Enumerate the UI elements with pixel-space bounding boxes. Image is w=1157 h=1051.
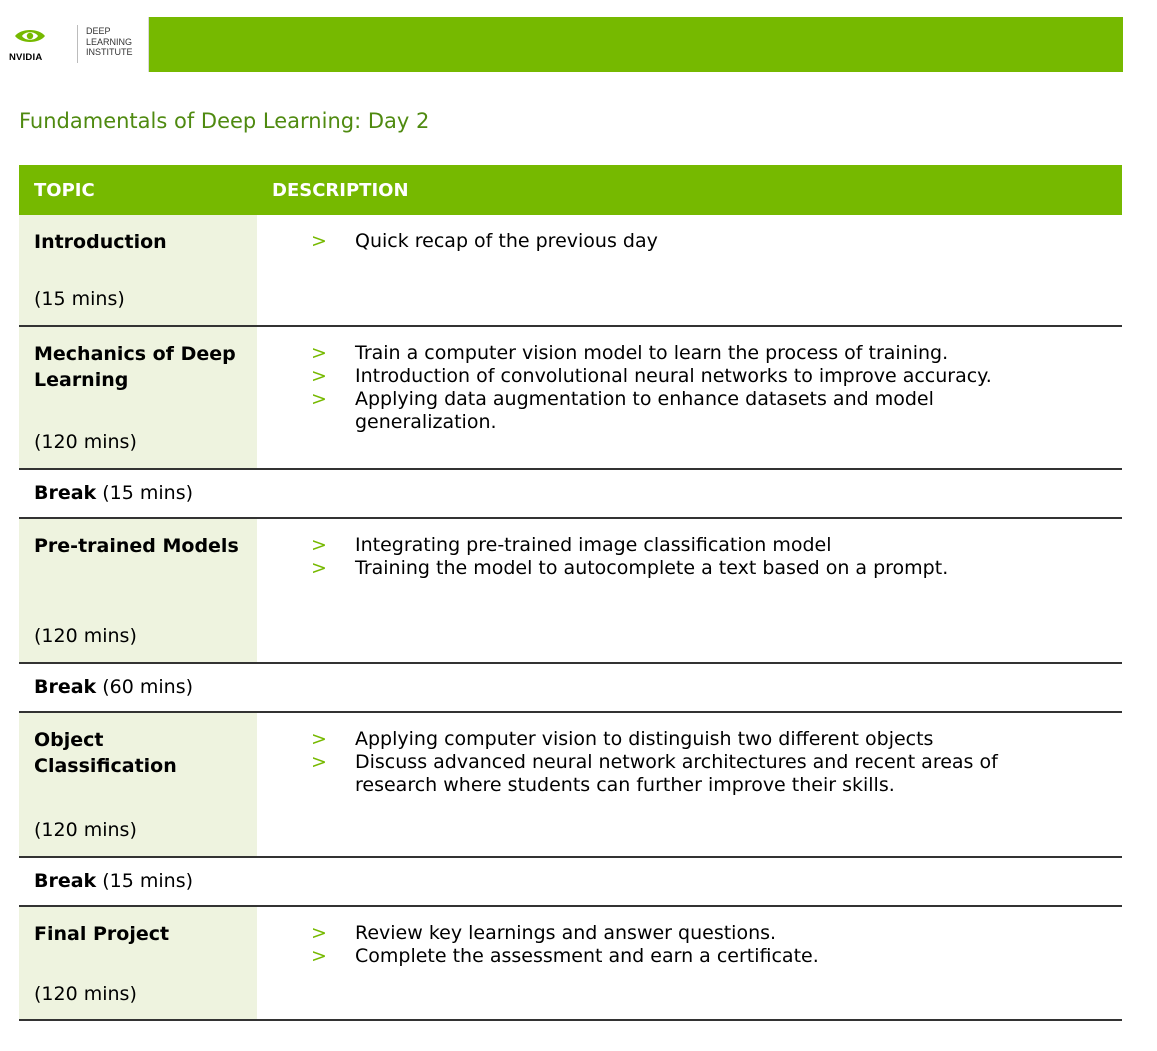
topic-name: Introduction (34, 231, 167, 253)
list-item: > Quick recap of the previous day (311, 230, 658, 252)
nvidia-wordmark: NVIDIA (9, 52, 43, 63)
topic-duration: (120 mins) (34, 625, 137, 647)
topic-cell (19, 907, 257, 1019)
description-list (311, 534, 1071, 580)
break-duration: (15 mins) (102, 870, 194, 892)
column-header-description: DESCRIPTION (272, 180, 409, 201)
topic-duration: (120 mins) (34, 819, 137, 841)
column-header-topic: TOPIC (34, 180, 95, 201)
list-item: > Integrating pre-trained image classification model (311, 534, 832, 556)
page-title: Fundamentals of Deep Learning: Day 2 (19, 109, 430, 133)
table-header (19, 165, 1122, 215)
nvidia-dli-logo (0, 17, 149, 72)
table-row-final-project (19, 907, 1122, 1021)
topic-cell (19, 215, 257, 325)
list-item: > Review key learnings and answer questions. (311, 922, 777, 944)
agenda-table (19, 165, 1122, 1021)
break-duration: (15 mins) (102, 482, 194, 504)
topic-name: Object Classification (34, 729, 177, 777)
list-item: > Complete the assessment and earn a certificate. (311, 945, 819, 967)
chevron-right-icon: > (311, 945, 327, 967)
description-list (311, 230, 1071, 253)
topic-duration: (120 mins) (34, 983, 137, 1005)
chevron-right-icon: > (311, 388, 327, 410)
logo-divider (77, 25, 78, 63)
chevron-right-icon: > (311, 534, 327, 556)
description-list (311, 728, 1071, 797)
list-item: > Applying computer vision to distinguish two different objects (311, 728, 934, 750)
header-banner (0, 17, 1123, 72)
chevron-right-icon: > (311, 728, 327, 750)
list-item: > Discuss advanced neural network architectures and recent areas of research where students can further improve their skills. (311, 751, 998, 796)
chevron-right-icon: > (311, 230, 327, 252)
chevron-right-icon: > (311, 751, 327, 773)
description-list (311, 922, 1071, 968)
description-list (311, 342, 1071, 434)
break-row (19, 470, 1122, 519)
table-row-object-classification (19, 713, 1122, 858)
list-item: > Training the model to autocomplete a text based on a prompt. (311, 557, 949, 579)
chevron-right-icon: > (311, 365, 327, 387)
table-row-introduction (19, 215, 1122, 327)
break-label: Break (34, 482, 97, 504)
topic-duration: (15 mins) (34, 288, 125, 310)
topic-name: Pre-trained Models (34, 535, 239, 557)
topic-cell (19, 713, 257, 856)
table-row-mechanics (19, 327, 1122, 470)
topic-name: Final Project (34, 923, 170, 945)
break-row (19, 664, 1122, 713)
chevron-right-icon: > (311, 557, 327, 579)
list-item: > Introduction of convolutional neural networks to improve accuracy. (311, 365, 992, 387)
table-row-pretrained (19, 519, 1122, 664)
list-item: > Applying data augmentation to enhance datasets and model generalization. (311, 388, 934, 433)
institute-wordmark: DEEP LEARNING INSTITUTE (86, 26, 133, 57)
topic-duration: (120 mins) (34, 431, 137, 453)
break-row (19, 858, 1122, 907)
topic-cell (19, 327, 257, 468)
chevron-right-icon: > (311, 922, 327, 944)
header-green-bar (149, 17, 1123, 72)
break-label: Break (34, 676, 97, 698)
list-item: > Train a computer vision model to learn the process of training. (311, 342, 949, 364)
topic-cell (19, 519, 257, 662)
break-duration: (60 mins) (102, 676, 194, 698)
break-label: Break (34, 870, 97, 892)
topic-name: Mechanics of Deep Learning (34, 343, 236, 391)
chevron-right-icon: > (311, 342, 327, 364)
nvidia-eye-icon (14, 27, 46, 45)
